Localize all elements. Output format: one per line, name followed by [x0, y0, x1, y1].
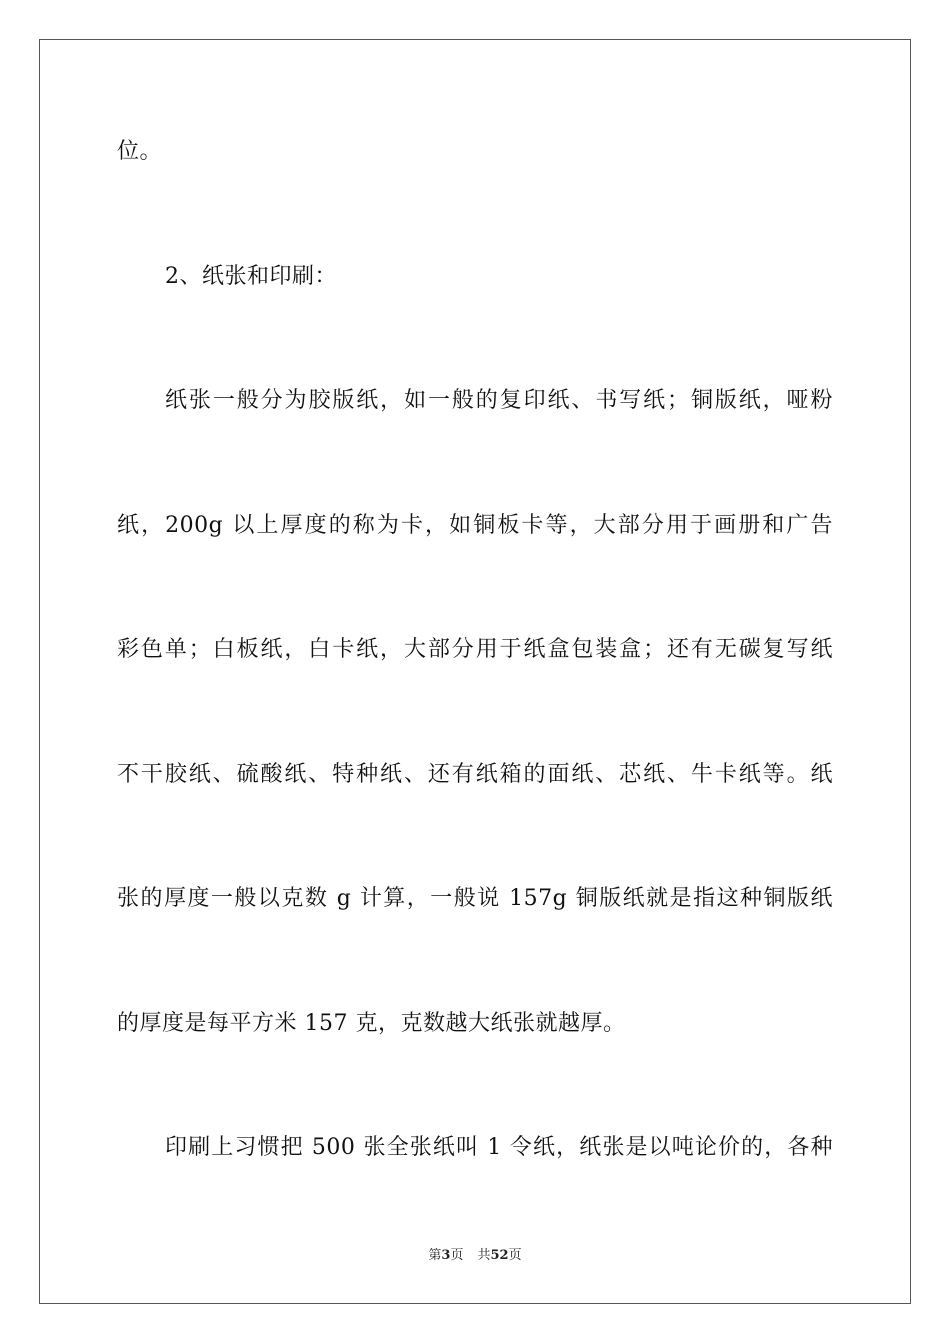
total-page-number: 52 — [490, 1248, 509, 1263]
text-line-7: 张的厚度一般以克数 g 计算，一般说 157g 铜版纸就是指这种铜版纸 — [117, 886, 833, 911]
page-frame — [39, 39, 911, 1304]
total-unit: 页 — [508, 1248, 522, 1263]
section-heading: 2、纸张和印刷： — [165, 264, 337, 289]
text-line-1: 位。 — [117, 139, 163, 164]
page-prefix: 第 — [428, 1248, 442, 1263]
page-unit: 页 — [450, 1248, 464, 1263]
page-footer — [0, 1247, 950, 1265]
current-page-number: 3 — [441, 1248, 451, 1263]
text-line-9: 印刷上习惯把 500 张全张纸叫 1 令纸，纸张是以吨论价的，各种 — [165, 1135, 833, 1160]
text-line-8: 的厚度是每平方米 157 克，克数越大纸张就越厚。 — [117, 1011, 626, 1036]
text-line-4: 纸，200g 以上厚度的称为卡，如铜板卡等，大部分用于画册和广告 — [117, 513, 833, 538]
text-line-3: 纸张一般分为胶版纸，如一般的复印纸、书写纸；铜版纸，哑粉 — [165, 388, 833, 413]
total-prefix: 共 — [477, 1248, 491, 1263]
text-line-6: 不干胶纸、硫酸纸、特种纸、还有纸箱的面纸、芯纸、牛卡纸等。纸 — [117, 762, 833, 787]
text-line-5: 彩色单；白板纸，白卡纸，大部分用于纸盒包装盒；还有无碳复写纸 — [117, 637, 833, 662]
